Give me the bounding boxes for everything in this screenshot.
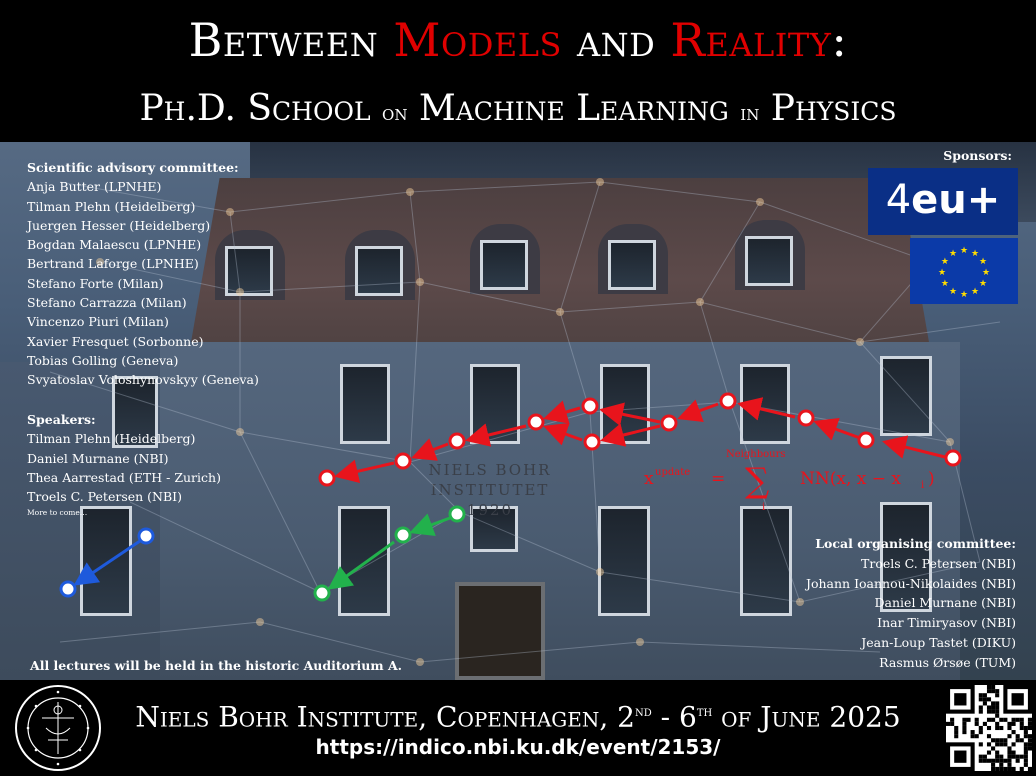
qr-module <box>991 767 995 771</box>
qr-module <box>1007 759 1011 763</box>
qr-module <box>999 718 1003 722</box>
qr-module <box>999 742 1003 746</box>
qr-module <box>979 742 983 746</box>
qr-module <box>995 710 999 714</box>
local-member: Rasmus Ørsøe (TUM) <box>879 654 1016 670</box>
qr-module <box>962 718 966 722</box>
qr-module <box>1028 742 1032 746</box>
qr-module <box>991 701 995 705</box>
qr-module <box>1024 763 1028 767</box>
qr-module <box>1003 738 1007 742</box>
qr-module <box>1028 722 1032 726</box>
qr-module <box>966 718 970 722</box>
qr-module <box>987 689 991 693</box>
svg-text:i: i <box>921 480 925 491</box>
qr-module <box>1024 730 1028 734</box>
qr-module <box>995 689 999 693</box>
qr-module <box>999 767 1003 771</box>
blue-message-passing-path <box>76 541 140 584</box>
qr-module <box>995 701 999 705</box>
qr-module <box>995 722 999 726</box>
qr-module <box>991 689 995 693</box>
qr-module <box>1012 767 1016 771</box>
qr-module <box>999 726 1003 730</box>
qr-module <box>1028 738 1032 742</box>
qr-module <box>1003 718 1007 722</box>
speakers-list <box>27 410 221 520</box>
qr-module <box>1028 718 1032 722</box>
qr-module <box>1020 738 1024 742</box>
footer <box>0 680 1036 776</box>
qr-module <box>1003 742 1007 746</box>
qr-module <box>995 714 999 718</box>
qr-module <box>1024 742 1028 746</box>
svg-text:∑: ∑ <box>745 461 770 501</box>
qr-module <box>1028 746 1032 750</box>
qr-module <box>979 693 983 697</box>
qr-module <box>1020 755 1024 759</box>
qr-module <box>991 746 995 750</box>
svg-text:=: = <box>711 469 726 489</box>
speaker: Tilman Plehn (Heidelberg) <box>27 431 196 447</box>
qr-module <box>979 726 983 730</box>
qr-module <box>962 722 966 726</box>
qr-module <box>979 705 983 709</box>
advisory-member: Vincenzo Piuri (Milan) <box>27 314 169 330</box>
eu-star: ★ <box>937 268 947 278</box>
qr-module <box>979 730 983 734</box>
advisory-member: Bertrand Laforge (LPNHE) <box>27 256 199 272</box>
eu-flag-icon <box>910 238 1018 304</box>
qr-module <box>999 738 1003 742</box>
qr-module <box>983 759 987 763</box>
speaker: Thea Aarrestad (ETH - Zurich) <box>27 469 221 485</box>
qr-module <box>991 759 995 763</box>
qr-module <box>1012 755 1016 759</box>
advisory-member: Anja Butter (LPNHE) <box>27 179 162 195</box>
eu-star: ★ <box>979 257 988 267</box>
qr-module <box>995 726 999 730</box>
speaker: Daniel Murnane (NBI) <box>27 450 169 466</box>
qr-module <box>1020 722 1024 726</box>
qr-module <box>1016 759 1020 763</box>
qr-module <box>987 751 991 755</box>
building-plaque: NIELS BOHR INSTITUTET 1920 <box>428 461 552 519</box>
qr-module <box>1007 726 1011 730</box>
qr-module <box>1012 718 1016 722</box>
qr-module <box>995 755 999 759</box>
svg-text:Neighbours: Neighbours <box>726 449 786 460</box>
sponsors-label: Sponsors: <box>943 148 1012 163</box>
local-heading: Local organising committee: <box>815 536 1016 551</box>
qr-module <box>991 705 995 709</box>
qr-module <box>995 742 999 746</box>
qr-module <box>987 718 991 722</box>
eu-star: ★ <box>940 279 949 289</box>
qr-module <box>1016 755 1020 759</box>
qr-module <box>991 738 995 742</box>
qr-module <box>991 710 995 714</box>
qr-module <box>975 718 979 722</box>
qr-module <box>983 722 987 726</box>
advisory-heading: Scientific advisory committee: <box>27 160 239 175</box>
university-seal-icon <box>14 684 102 772</box>
qr-module <box>987 710 991 714</box>
qr-module <box>1020 718 1024 722</box>
qr-module <box>987 697 991 701</box>
qr-module <box>954 726 958 730</box>
qr-module <box>979 710 983 714</box>
qr-module <box>1024 751 1028 755</box>
eu-star: ★ <box>970 248 980 259</box>
local-member: Daniel Murnane (NBI) <box>874 595 1016 611</box>
qr-module <box>1024 734 1028 738</box>
header <box>0 0 1036 142</box>
qr-module <box>999 759 1003 763</box>
qr-module <box>987 759 991 763</box>
qr-module <box>1012 730 1016 734</box>
qr-module <box>946 722 950 726</box>
qr-module <box>1016 718 1020 722</box>
qr-module <box>1007 763 1011 767</box>
qr-module <box>1024 746 1028 750</box>
title-main: Between Models and Reality: <box>188 13 848 67</box>
svg-text:x: x <box>644 469 654 489</box>
qr-module <box>971 734 975 738</box>
qr-module <box>979 697 983 701</box>
qr-module <box>987 705 991 709</box>
qr-module <box>983 701 987 705</box>
qr-module <box>995 738 999 742</box>
qr-module <box>1020 726 1024 730</box>
qr-module <box>999 755 1003 759</box>
qr-module <box>1028 767 1032 771</box>
eu-star: ★ <box>940 257 949 267</box>
qr-module <box>954 734 958 738</box>
advisory-member: Juergen Hesser (Heidelberg) <box>27 217 211 233</box>
qr-module <box>995 759 999 763</box>
qr-module <box>1016 738 1020 742</box>
more-to-come: More to come… <box>27 508 88 518</box>
qr-module <box>954 730 958 734</box>
qr-module <box>1007 755 1011 759</box>
qr-module <box>987 726 991 730</box>
red-message-passing-path <box>337 404 945 476</box>
qr-module <box>995 693 999 697</box>
eu-star: ★ <box>959 246 969 256</box>
local-committee <box>806 534 1016 673</box>
eu-stars <box>910 238 1018 304</box>
qr-module <box>991 718 995 722</box>
qr-module <box>1003 759 1007 763</box>
lectures-note: All lectures will be held in the historic Auditorium A. <box>30 658 403 673</box>
svg-text:i: i <box>762 502 766 513</box>
title-subtitle: Ph.D. School on Machine Learning in Physics <box>139 88 897 129</box>
eu-star: ★ <box>959 290 969 300</box>
qr-module <box>987 685 991 689</box>
qr-module <box>971 730 975 734</box>
qr-module <box>950 722 954 726</box>
advisory-member: Stefano Forte (Milan) <box>27 275 164 291</box>
qr-module <box>1016 734 1020 738</box>
qr-module <box>979 755 983 759</box>
svg-text:): ) <box>928 469 935 489</box>
qr-module <box>987 742 991 746</box>
svg-text:NN(x, x − x: NN(x, x − x <box>800 469 902 489</box>
building-photo <box>0 142 1036 680</box>
qr-module <box>962 726 966 730</box>
qr-module <box>999 763 1003 767</box>
4eu-plus-logo: 4eu+ <box>868 168 1018 235</box>
qr-module <box>995 705 999 709</box>
qr-module <box>1007 734 1011 738</box>
qr-module <box>1007 746 1011 750</box>
eu-star: ★ <box>970 287 980 298</box>
speakers-heading: Speakers: <box>27 412 96 427</box>
advisory-committee <box>27 158 259 390</box>
local-member: Johann Ioannou-Nikolaides (NBI) <box>805 575 1016 591</box>
qr-module <box>950 718 954 722</box>
qr-module <box>954 693 966 705</box>
advisory-member: Stefano Carrazza (Milan) <box>27 295 187 311</box>
qr-module <box>995 751 999 755</box>
qr-module <box>954 751 966 763</box>
qr-module <box>1024 726 1028 730</box>
qr-module <box>1024 759 1028 763</box>
eu-star: ★ <box>948 287 958 298</box>
qr-module <box>1007 722 1011 726</box>
advisory-member: Svyatoslav Voloshynovskyy (Geneva) <box>27 372 259 388</box>
qr-module <box>1003 767 1007 771</box>
eu-star: ★ <box>979 279 988 289</box>
qr-module <box>1028 734 1032 738</box>
qr-module <box>983 693 987 697</box>
qr-module <box>983 755 987 759</box>
speaker: Troels C. Petersen (NBI) <box>27 489 182 505</box>
qr-module <box>1012 751 1016 755</box>
qr-module <box>987 734 991 738</box>
qr-module <box>975 722 979 726</box>
eu-star: ★ <box>981 268 991 278</box>
qr-module <box>1024 755 1028 759</box>
advisory-member: Xavier Fresquet (Sorbonne) <box>27 333 204 349</box>
event-url-link[interactable]: https://indico.nbi.ku.dk/event/2153/ <box>315 735 721 759</box>
advisory-member: Tobias Golling (Geneva) <box>27 352 179 368</box>
qr-module <box>975 734 979 738</box>
qr-module <box>1028 726 1032 730</box>
advisory-member: Tilman Plehn (Heidelberg) <box>27 198 196 214</box>
qr-module <box>1012 693 1024 705</box>
local-member: Inar Timiryasov (NBI) <box>877 615 1016 631</box>
svg-text:update: update <box>655 467 691 478</box>
qr-module <box>962 730 966 734</box>
advisory-member: Bogdan Malaescu (LPNHE) <box>27 237 202 253</box>
qr-module <box>983 697 987 701</box>
qr-module <box>1012 742 1016 746</box>
local-member: Troels C. Petersen (NBI) <box>861 555 1016 571</box>
qr-code-icon[interactable] <box>946 685 1032 771</box>
qr-module <box>1012 722 1016 726</box>
event-location-date: Niels Bohr Institute, Copenhagen, 2nd - 6th of June 2025 <box>135 700 901 734</box>
qr-module <box>979 759 983 763</box>
eu-star: ★ <box>948 248 958 259</box>
update-formula <box>644 449 935 513</box>
qr-module <box>1007 751 1011 755</box>
qr-module <box>991 685 995 689</box>
qr-module <box>1007 767 1011 771</box>
local-member: Jean-Loup Tastet (DIKU) <box>861 634 1016 650</box>
qr-module <box>1020 767 1024 771</box>
qr-module <box>991 763 995 767</box>
qr-module <box>995 767 999 771</box>
